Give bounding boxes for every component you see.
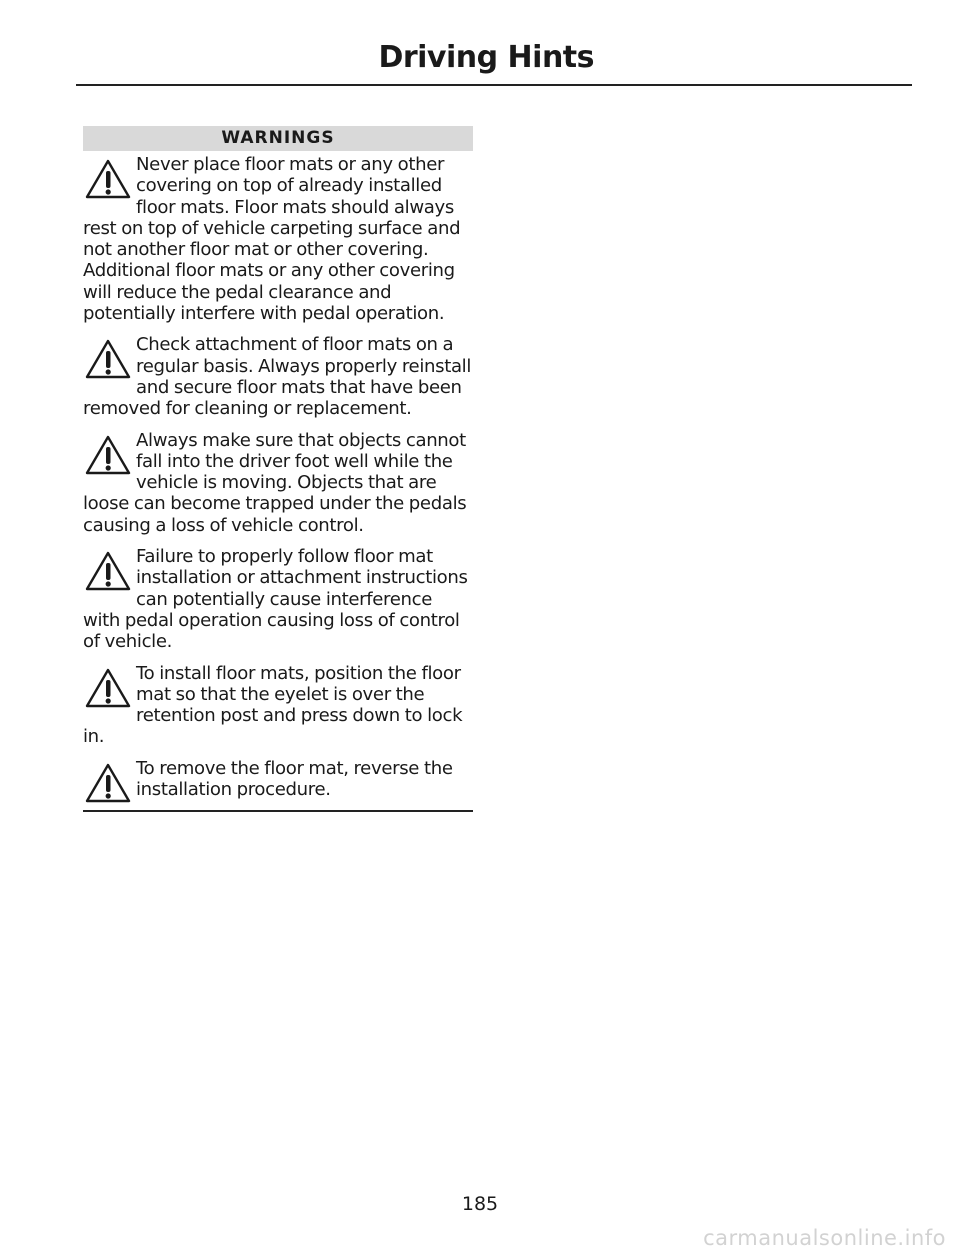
warning-list bbox=[83, 154, 473, 800]
warning-item bbox=[83, 663, 473, 748]
warning-text: Always make sure that objects cannot fall into the driver foot well while the vehicle is moving. Objects that are loose can become trapped under the pedals causing a loss of vehicle control. bbox=[83, 429, 467, 536]
section-title: Driving Hints bbox=[378, 40, 594, 75]
warning-triangle-icon bbox=[85, 158, 131, 200]
warning-item bbox=[83, 430, 473, 536]
warning-triangle-icon bbox=[85, 762, 131, 804]
header-divider bbox=[76, 84, 912, 86]
warnings-bottom-divider bbox=[83, 810, 473, 812]
warning-triangle-icon bbox=[85, 434, 131, 476]
warning-triangle-icon bbox=[85, 338, 131, 380]
warning-text: To install floor mats, position the floor mat so that the eyelet is over the retention post and press down to lock in. bbox=[83, 662, 463, 748]
warning-item bbox=[83, 758, 473, 801]
warning-text: To remove the floor mat, reverse the installation procedure. bbox=[136, 757, 453, 801]
warning-item bbox=[83, 334, 473, 419]
warning-text: Check attachment of floor mats on a regular basis. Always properly reinstall and secure floor mats that have been removed for cleaning or replacement. bbox=[83, 334, 472, 420]
warning-item bbox=[83, 546, 473, 652]
warning-triangle-icon bbox=[85, 667, 131, 709]
warnings-box bbox=[83, 126, 473, 816]
warning-text: Never place floor mats or any other covering on top of already installed floor mats. Floor mats should always rest on top of vehicle carpeting surface and not another floor mat or other covering. Additional floor mats or any other covering will reduce the pedal clearance and potentially interfere with pedal operation. bbox=[83, 154, 461, 325]
warning-triangle-icon bbox=[85, 550, 131, 592]
warnings-heading: WARNINGS bbox=[83, 126, 473, 151]
warning-item bbox=[83, 154, 473, 324]
watermark: carmanualsonline.info bbox=[703, 1226, 946, 1250]
page-number: 185 bbox=[461, 1193, 499, 1215]
warning-text: Failure to properly follow floor mat installation or attachment instructions can potentially cause interference with pedal operation causing loss of control of vehicle. bbox=[83, 546, 468, 653]
